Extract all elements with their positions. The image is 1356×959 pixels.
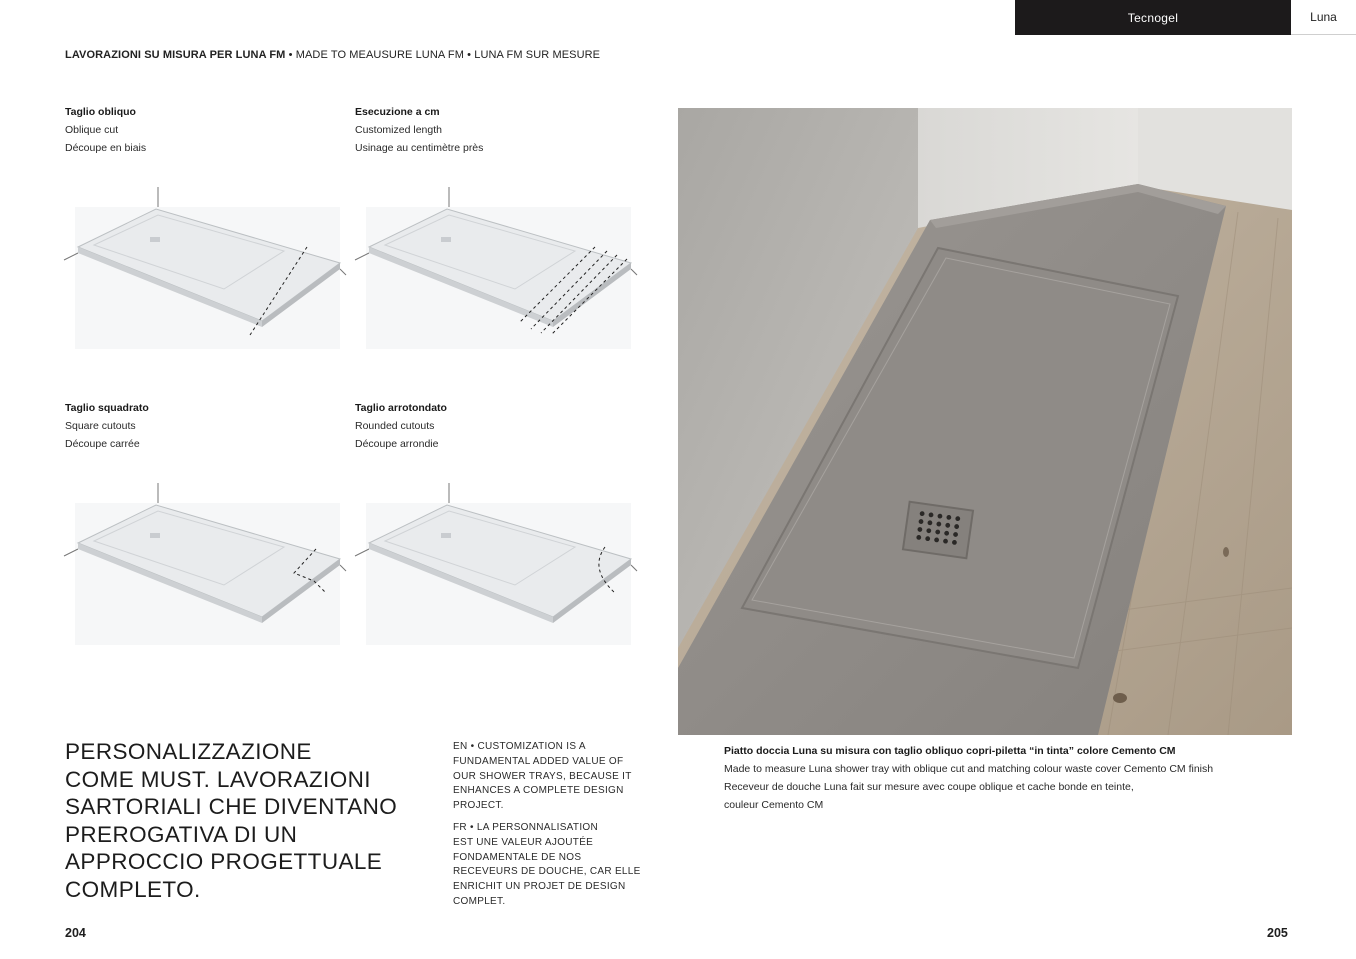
english-line: ENHANCES A COMPLETE DESIGN (453, 785, 624, 797)
feature-title: Taglio arrotondato (355, 402, 447, 414)
header-separator-1: • (285, 49, 296, 61)
feature-english: Oblique cut (65, 124, 119, 136)
feature-english: Rounded cutouts (355, 420, 435, 432)
french-line: EST UNE VALEUR AJOUTÉE (453, 836, 594, 848)
english-line: PROJECT. (453, 800, 504, 812)
feature-english: Customized length (355, 124, 442, 136)
product-tab[interactable]: Luna (1291, 0, 1356, 35)
feature-title: Esecuzione a cm (355, 106, 440, 118)
photo-caption (724, 742, 1213, 814)
page-number-right: 205 (1267, 926, 1288, 940)
headline-line: SARTORIALI CHE DIVENTANO (65, 794, 398, 819)
tray-customized-length-illustration (353, 185, 643, 355)
english-line: OUR SHOWER TRAYS, BECAUSE IT (453, 770, 632, 782)
feature-title: Taglio squadrato (65, 402, 149, 414)
header-english: MADE TO MEAUSURE LUNA FM (295, 49, 464, 61)
english-line: FUNDAMENTAL ADDED VALUE OF (453, 755, 624, 767)
headline-line: COMPLETO. (65, 876, 201, 902)
page-number-left: 204 (65, 926, 86, 940)
feature-rounded-cutouts (355, 399, 447, 453)
feature-french: Usinage au centimètre près (355, 142, 484, 154)
section-header (65, 49, 600, 61)
main-headline (65, 738, 445, 903)
feature-french: Découpe carrée (65, 438, 140, 450)
brand-tab[interactable]: Tecnogel (1015, 0, 1291, 35)
english-paragraph (453, 740, 643, 814)
feature-english: Square cutouts (65, 420, 136, 432)
caption-italian: Piatto doccia Luna su misura con taglio obliquo copri-piletta “in tinta” colore Cemento CM (724, 745, 1176, 757)
header-french: LUNA FM SUR MESURE (474, 49, 601, 61)
header-separator-2: • (463, 49, 475, 61)
tray-oblique-cut-illustration (62, 185, 352, 355)
feature-square-cutouts (65, 399, 149, 453)
french-line: ENRICHIT UN PROJET DE DESIGN (453, 881, 626, 893)
feature-title: Taglio obliquo (65, 106, 136, 118)
feature-oblique-cut (65, 103, 146, 157)
feature-french: Découpe en biais (65, 142, 147, 154)
caption-english: Made to measure Luna shower tray with oblique cut and matching colour waste cover Cemento CM finish (724, 763, 1214, 775)
french-line: COMPLET. (453, 895, 506, 907)
feature-customized-length (355, 103, 483, 157)
headline-line: COME MUST. LAVORAZIONI (65, 766, 371, 792)
headline-line: APPROCCIO PROGETTUALE (65, 849, 383, 874)
shower-tray-photo (678, 108, 1292, 735)
headline-line: PERSONALIZZAZIONE (65, 739, 312, 764)
headline-line: PREROGATIVA DI UN (65, 821, 298, 847)
product-photo (678, 108, 1292, 735)
english-line: EN • CUSTOMIZATION IS A (453, 741, 586, 752)
french-line: FR • LA PERSONNALISATION (453, 822, 598, 833)
caption-french-line1: Receveur de douche Luna fait sur mesure avec coupe oblique et cache bonde en teinte, (724, 781, 1134, 793)
tray-rounded-cutouts-illustration (353, 481, 643, 651)
french-line: FONDAMENTALE DE NOS (453, 851, 582, 863)
feature-french: Découpe arrondie (355, 438, 439, 450)
caption-french-line2: couleur Cemento CM (724, 799, 824, 811)
french-paragraph (453, 821, 643, 910)
header-italian: LAVORAZIONI SU MISURA PER LUNA FM (65, 49, 286, 61)
french-line: RECEVEURS DE DOUCHE, CAR ELLE (453, 866, 641, 878)
tray-square-cutouts-illustration (62, 481, 352, 651)
